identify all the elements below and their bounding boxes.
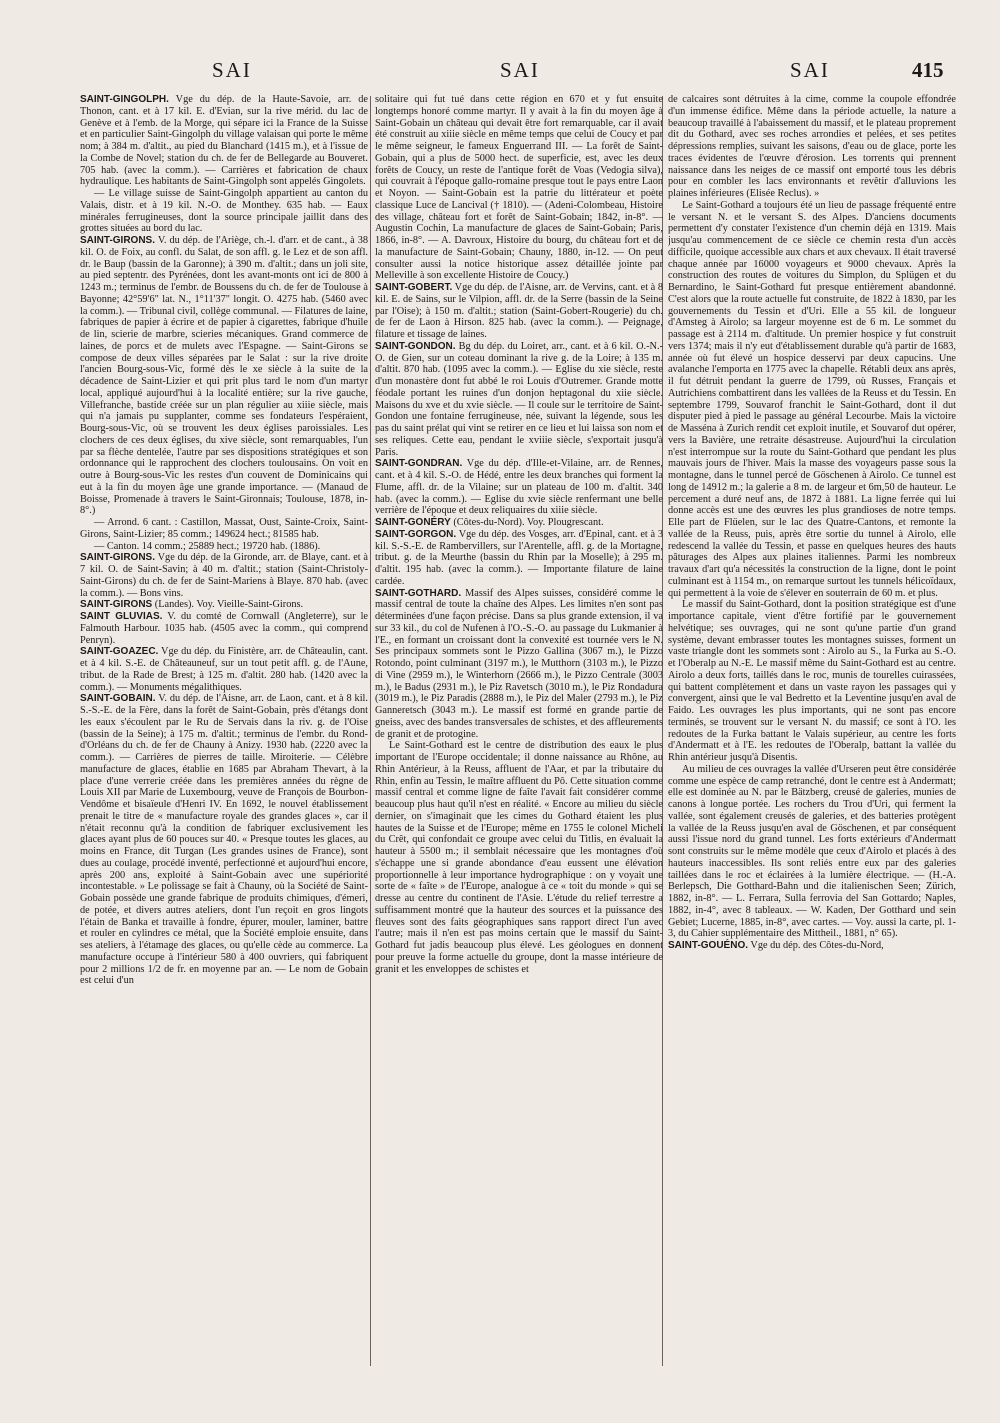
dictionary-entry <box>80 599 368 611</box>
entry-text: Vge du dép. des Côtes-du-Nord, <box>748 940 884 951</box>
entry-paragraph <box>668 599 956 764</box>
entry-headword: SAINT GLUVIAS. <box>80 611 163 622</box>
entry-text: Vge du dép. des Vosges, arr. d'Epinal, cant. et à 3 kil. S.-S.-E. de Rambervillers, sur l'Arentelle, affl. g. de la Mortagne, tribut. g. de la Meurthe (bassin du Rhin par la Moselle); à 295 m. d'altit. 195 hab. (avec la comm.). — Importante filature de laine cardée. <box>375 528 663 587</box>
entry-text: Vge du dép. du Finistère, arr. de Châteaulin, cant. et à 4 kil. S.-E. de Châteauneuf, sur un tout petit affl. g. de l'Aune, tribut. de la Rade de Brest; à 125 m. d'altit. 280 hab. (1420 avec la comm.). — Monuments mégalithiques. <box>80 646 368 693</box>
dictionary-entry <box>80 611 368 646</box>
dictionary-entry <box>668 940 956 952</box>
entry-text: Bg du dép. du Loiret, arr., cant. et à 6 kil. O.-N.-O. de Gien, sur un coteau dominant la rive g. de la Loire; à 135 m. d'altit. 870 hab. (1095 avec la comm.). — Eglise du xie siècle, reste d'un monastère dont fut abbé le roi Louis d'Outremer. Grande motte féodale portant les ruines d'un donjon heptagonal du xiie siècle. Maisons du xve et du xvie siècle. — Il coule sur le territoire de Saint-Gondon une fontaine ferrugineuse, née, suivant la légende, sous les pas du saint prélat qui vint se retirer en ce lieu et lui laissa son nom et ses reliques. Cette eau, pendant le xviiie siècle, s'exportait jusqu'à Paris. <box>375 340 663 458</box>
entry-text: Le massif du Saint-Gothard, dont la position stratégique est d'une importance capitale, vient d'être fortifié par le gouvernement helvétique; ses ouvrages, qui ne sont qu'une partie d'un grand système, devant embrasser toutes les montagnes suisses, forment un vaste triangle dont les sommets sont : Airolo au S., la Furka au S.-O. et l'Oberalp au N.-E. Le massif même du Saint-Gothard est au centre. Airolo a deux forts, taillés dans le roc, munis de tourelles cuirassées, qui battent complètement et dans un vaste rayon les passages qui y convergent, ainsi que le val Bedretto et la Leventine jusqu'en aval de Faido. Les ouvrages les plus importants, qui ne sont pas encore terminés, se trouvent sur le versant N. du massif; ce sont à l'O. les redoutes de la Furka battant le Valais supérieur, au centre les forts d'Andermatt et à l'E. les redoutes de l'Oberalp, battant la vallée du Rhin antérieur jusqu'à Disentis. <box>668 599 956 763</box>
entry-text: Le Saint-Gothard est le centre de distribution des eaux le plus important de l'Europe occidentale; il donne naissance au Rhône, au Rhin Antérieur, à la Reuss, affluent de l'Aar, et par la tributaire du Rhin, enfin au Tessin, le maître affluent du Pô. Cette situation comme massif central et comme ligne de faîte l'avait fait considérer comme beaucoup plus haut qu'il n'est en réalité. « Encore au milieu du siècle dernier, on s'imaginait que les cimes du Gothard étaient les plus hautes de la Suisse et de l'Europe; même en 1755 le colonel Micheli du Crêt, qui confondait ce groupe avec celui du Titlis, en évaluait la hauteur à 5500 m.; il semblait nécessaire que les montagnes d'où s'échappe une si grande abondance d'eau eussent une élévation proportionnelle à leur importance hydrographique : on y voyait une sorte de « faîte » de l'Europe, analogue à ce « toit du monde » qui se dresse au centre du continent de l'Asie. L'étude du relief terrestre a suffisamment montré que la hauteur des sources et la puissance des fleuves sont des faits géographiques sans rapport direct l'un avec l'autre; mais il n'en est pas moins certain que le massif du Saint-Gothard fut jadis beaucoup plus élevé. Les géologues en donnent pour preuve la forme actuelle du groupe, dont la masse intérieure de granit et les enveloppes de schistes et <box>375 740 663 975</box>
dictionary-entry <box>375 529 663 588</box>
entry-headword: SAINT-GOAZEC. <box>80 646 159 658</box>
entry-headword: SAINT-GIRONS. <box>80 552 156 564</box>
entry-headword: SAINT-GONDRAN. <box>375 458 463 470</box>
entry-text: (Côtes-du-Nord). Voy. Plougrescant. <box>450 517 604 528</box>
entry-text: solitaire qui fut tué dans cette région en 670 et y fut ensuite longtemps honoré comme martyr. Il y avait à la fin du moyen âge à Saint-Gobain un château qui devait être fort remarquable, car il avait été construit au xiiie siècle en même temps que celui de Coucy et par le même seigneur, le fameux Enguerrand III. — La forêt de Saint-Gobain, qui a plus de 5000 hect. de superficie, est, avec les deux forêts de Coucy, un reste de l'antique forêt de Voas (Vedogia silva), qui couvrait à l'époque gallo-romaine presque tout le pays entre Laon et Noyon. — Saint-Gobain est la patrie du littérateur et poète classique Luce de Lancival († 1810). — (Adeni-Colombeau, Histoire des village, château fort et forêt de Saint-Gobain; 1842, in-8°. — Augustin Cochin, La manufacture de glaces de Saint-Gobain; Paris, 1866, in-8°. — A. Davroux, Histoire du bourg, du château fort et de la manufacture de Saint-Gobain; Chauny, 1880, in-12. — On peut consulter aussi la notice historique assez détaillée jointe par Melleville à son excellente Histoire de Coucy.) <box>375 94 663 282</box>
entry-text: (Landes). Voy. Vieille-Saint-Girons. <box>152 599 304 611</box>
dictionary-entry <box>80 94 368 188</box>
entry-text: V. du dép. de l'Aisne, arr. de Laon, cant. et à 8 kil. S.-S.-E. de la Fère, dans la forêt de Saint-Gobain, près d'étangs dont les eaux s'écoulent par le Ru de Servais dans la riv. g. de l'Oise (bassin de la Seine); à 175 m. d'altit.; terminus de l'embr. du Rond-d'Orléans du ch. de fer de Chauny à Anizy. 1930 hab. (2220 avec la comm.). — Carrières de pierres de taille. Miroiterie. — Célèbre manufacture de glaces, établie en 1685 par Abraham Thevart, à la place d'une verrerie créée dans les premières années du règne de Louis XII par Marie de Luxembourg, veuve de François de Bourbon-Vendôme et bisaïeule d'Henri IV. En 1692, le nouvel établissement prenait le titre de « manufacture royale des grandes glaces », car il n'était reconnu qu'à la condition de fabriquer exclusivement les glaces ayant plus de 60 pouces sur 40. « Presque toutes les glaces, au moins en France, dit Turgan (Les grandes usines de France), sont dues au coulage, procédé inventé, perfectionné et aujourd'hui encore, après 200 ans, exploité à Saint-Gobain avec une supériorité incontestable. » Le polissage se fait à Chauny, où la Société de Saint-Gobain possède une grande fabrique de produits chimiques, d'émeri, de potée, et divers autres ateliers, dont l'un reçoit en gros lingots l'étain de Banka et travaille à fondre, épurer, mouler, laminer, battre et rouler en cylindres ce métal, que la Société emploie ensuite, dans ses ateliers, à l'étamage des glaces, ou qu'elle cède au commerce. La manufacture occupe à l'intérieur 580 à 400 ouvriers, qui fabriquent pour 2 millions 1/2 de fr. en moyenne par an. — Le nom de Gobain est celui d'un <box>80 693 368 987</box>
running-head-center: SAI <box>500 58 540 82</box>
entry-text: — Le village suisse de Saint-Gingolph appartient au canton du Valais, distr. et à 19 kil. N.-O. de Monthey. 635 hab. — Eaux minérales ferrugineuses, dont la source principale jaillit dans des grottes situées au bord du lac. <box>80 188 368 235</box>
entry-headword: SAINT-GOTHARD. <box>375 587 462 599</box>
page-number: 415 <box>912 58 944 82</box>
dictionary-entry <box>375 517 663 529</box>
dictionary-entry <box>80 552 368 599</box>
entry-paragraph <box>668 764 956 940</box>
entry-text: Vge du dép. de la Haute-Savoie, arr. de Thonon, cant. et à 17 kil. E. d'Evian, sur la rive mérid. du lac de Genève et à l'emb. de la Morge, qui sépare ici la France de la Suisse et en particulier Saint-Gingolph du village valaisan qui porte le même nom; à 384 m. d'altit., au pied du Blanchard (1415 m.), et à l'issue de la Combe de Novel; station du ch. de fer de Bellegarde au Bouveret. 705 hab. (avec la comm.). — Carrières et fabrication de chaux hydraulique. Les habitants de Saint-Gingolph sont appelés Gingolets. <box>80 94 368 188</box>
entry-text: de calcaires sont détruites à la cime, comme la coupole effondrée d'un immense édifice. Même dans la période actuelle, la nature a beaucoup travaillé à l'abaissement du massif, et le plateau proprement dit du Gothard, avec ses roches arrondies et pelées, et ses petites dépressions remplies, suivant les saisons, d'eau ou de glace, porte les traces évidentes de l'œuvre d'érosion. Les torrents qui prennent naissance dans les neiges de ce massif ont emporté tous les débris pour en combler les lacs environnants et revêtir d'alluvions les plaines inférieures (Elisée Reclus). » <box>668 94 956 199</box>
dictionary-entry <box>375 341 663 459</box>
entry-text: V. du dép. de l'Ariège, ch.-l. d'arr. et de cant., à 38 kil. O. de Foix, au confl. du Salat, de son affl. g. le Lez et de son affl. dr. le Baup (bassin de la Garonne); à 390 m. d'altit.; dans un joli site, au pied septentr. des Pyrénées, dont les avant-monts ont ici de 800 à 1243 m.; terminus de l'embr. de Boussens du ch. de fer de Toulouse à Bayonne; 42°59'6" lat. N., 1°11'37" longit. O. 4275 hab. (5460 avec la comm.). — Tribunal civil, collège communal. — Filatures de laine, fabriques de papier à écrire et de papier à cigarettes, fabrique d'huile de lin, scierie de marbre, scieries mécaniques. Grand commerce de laines, de porcs et de mulets avec l'Espagne. — Saint-Girons se compose de deux villes séparées par le Salat : sur la rive droite l'ancien Bourg-sous-Vic, formé dès le xe siècle à la suite de la décadence de Saint-Lizier et qui prit plus tard le nom d'un martyr local, appliqué aujourd'hui à la localité entière; sur la rive gauche, Villefranche, bastide créée sur un plan régulier au xiiie siècle, mais qui n'a jamais pu supplanter, comme ses fondateurs l'espéraient, Bourg-sous-Vic, où se trouvent les deux églises paroissiales. Les clochers de ces deux églises, du xive siècle, sont remarquables, l'un par sa flèche dentelée, l'autre par ses dispositions stratégiques et son ordonnance qui le rapprochent des clochers toulousains. On voit en outre à Bourg-sous-Vic les restes d'un couvent de Dominicains qui eut à la fin du moyen âge une grande importance. — (Manaud de Boisse, Promenade à travers le Saint-Gironnais; Toulouse, 1878, in-8°.) <box>80 235 368 517</box>
dictionary-entry <box>80 235 368 517</box>
dictionary-entry <box>375 282 663 341</box>
entry-text: — Canton. 14 comm.; 25889 hect.; 19720 hab. (1886). <box>94 540 321 552</box>
entry-text: V. du comté de Cornwall (Angleterre), sur le Falmouth Harbour. 1035 hab. (4505 avec la comm., qui comprend Penryn). <box>80 611 368 646</box>
entry-text: Vge du dép. d'Ille-et-Vilaine, arr. de Rennes, cant. et à 4 kil. S.-O. de Hédé, entre les deux branches qui forment la Flume, affl. dr. de la Vilaine; sur un plateau de 100 m. d'altit. 340 hab. (avec la comm.). — Eglise du xvie siècle renfermant une belle verrière de l'époque et deux reliquaires du xiiie siècle. <box>375 458 663 517</box>
dictionary-entry <box>80 693 368 987</box>
entry-headword: SAINT-GOBERT. <box>375 282 453 293</box>
page-header <box>0 58 1000 88</box>
entry-text: Massif des Alpes suisses, considéré comme le massif central de toute la chaîne des Alpes. Les limites n'en sont pas déterminées d'une façon précise. Dans sa plus grande extension, il va sur 33 kil., du col de Nufenen à l'O.-S.-O. au passage du Lukmanier à l'E., en formant un croissant dont la convexité est tournée vers le N. Ses principaux sommets sont le Pizzo Gallina (3067 m.), le Pizzo Rotondo, point culminant (3197 m.), le Mutthorn (3103 m.), le Pizzo di Vine (2959 m.), le Winterhorn (2666 m.), le Pizzo Centrale (3003 m.), le Badus (2931 m.), le Piz Ravetsch (3010 m.), le Piz Rondadura (3019 m.), le Piz Paradis (2888 m.), le Piz del Maler (2793 m.), le Piz Ganneretsch (3043 m.). Le massif est formé en grande partie de gneiss, avec des bandes transversales de schistes, et des affleurements de granit et de protogine. <box>375 587 663 740</box>
entry-text: Vge du dép. de l'Aisne, arr. de Vervins, cant. et à 8 kil. E. de Sains, sur le Vilpion, affl. dr. de la Serre (bassin de la Seine par l'Oise); à 150 m. d'altit.; station (Saint-Gobert-Rougerie) du ch. de fer de Laon à Hirson. 825 hab. (avec la comm.). — Peignage, filature et tissage de laines. <box>375 282 663 340</box>
text-column-left <box>80 94 368 1369</box>
entry-text: — Arrond. 6 cant. : Castillon, Massat, Oust, Sainte-Croix, Saint-Girons, Saint-Lizier; 85 comm.; 149624 hect.; 81585 hab. <box>80 517 368 540</box>
dictionary-entry <box>375 588 663 741</box>
text-column-right <box>668 94 956 1369</box>
entry-headword: SAINT-GIRONS <box>80 599 153 611</box>
column-divider <box>370 96 371 1366</box>
entry-paragraph <box>668 200 956 600</box>
entry-headword: SAINT-GONDON. <box>375 340 456 352</box>
entry-paragraph <box>375 740 663 975</box>
running-head-right: SAI <box>790 58 830 82</box>
entry-paragraph <box>668 94 956 200</box>
entry-text: Au milieu de ces ouvrages la vallée d'Urseren peut être considérée comme une espèce de camp retranché, dont le centre est à Andermatt; elle est dominée au N. par le Bätzberg, creusé de galeries, munies de canons à longue portée. Les rochers du Trou d'Uri, qui ferment la vallée, sont également creusés de galeries, et des batteries protègent la vallée de la Reuss jusqu'en aval de Göschenen, et par conséquent aussi l'issue nord du grand tunnel. Les forts extérieurs d'Andermatt sont construits sur le même modèle que ceux d'Airolo et placés à des hauteurs inaccessibles. Ils sont reliés entre eux par des galeries taillées dans le roc et éclairées à la lumière électrique. — (H.-A. Berlepsch, Die Gotthard-Bahn und die italienischen Seen; Zürich, 1882, in-8°. — L. Ferrara, Sulla ferrovia del San Gottardo; Naples, 1882, in-4°, avec 8 tableaux. — W. Kaden, Der Gotthard und sein Gebiet; Lucerne, 1885, in-8°, avec cartes. — Voy. aussi la carte, pl. 1-3, du Cahier supplémentaire des Mittheil., 1881, n° 65). <box>668 763 956 940</box>
entry-headword: SAINT-GINGOLPH. <box>80 94 169 105</box>
entry-text: Vge du dép. de la Gironde, arr. de Blaye, cant. et à 7 kil. O. de Saint-Savin; à 40 m. d'altit.; station (Saint-Christoly-Saint-Girons) du ch. de fer de Saint-Mariens à Blaye. 870 hab. (avec la comm.). — Bons vins. <box>80 552 368 599</box>
dictionary-entry <box>375 458 663 517</box>
entry-headword: SAINT-GORGON. <box>375 528 457 540</box>
entry-headword: SAINT-GIRONS. <box>80 235 156 246</box>
entry-paragraph <box>80 188 368 235</box>
entry-paragraph <box>375 94 663 282</box>
running-head-left: SAI <box>212 58 252 82</box>
entry-text: Le Saint-Gothard a toujours été un lieu de passage fréquenté entre le versant N. et le versant S. des Alpes. D'anciens documents permettent d'y constater l'existence d'un chemin déjà en 1319. Mais jusqu'au commencement de ce siècle ce chemin resta d'un accès difficile, quoique accessible aux chars et aux chevaux. Il était traversé chaque année par 16000 voyageurs et 9000 chevaux. Après la construction des routes de voitures du Simplon, du Splügen et du Bernardino, le Saint-Gothard fut presque entièrement abandonné. C'est alors que la route actuelle fut construite, de 1822 à 1830, par les gouvernements du Tessin et d'Uri. Elle a 55 kil. de longueur d'Amsteg à Airolo; sa largeur moyenne est de 6 m. Le sommet du passage est à 2114 m. d'altitude. Un premier hospice y fut construit vers 1374; mais il n'y eut d'établissement durable qu'à partir de 1683, année où fut élevé un hospice desservi par deux capucins. Une avalanche l'emporta en 1775 avec la chapelle. Rétabli deux ans après, il fut détruit pendant la guerre de 1799, où Russes, Français et Autrichiens combattirent dans les vallées de la Reuss et du Tessin. En septembre 1799, Souvarof franchit le Saint-Gothard, dont il dut disputer pied à pied le passage au général Lecourbe. Mais la victoire de Masséna à Zurich rendit cet exploit inutile, et Souvarof dut opérer, vers la Bavière, une retraite désastreuse. Aujourd'hui la circulation n'est interrompue sur la route du Saint-Gothard que pendant les plus mauvais jours de l'hiver. Mais la masse des voyageurs passe sous la montagne, dans le tunnel percé de Göschenen à Airolo. Ce tunnel est long de 14912 m.; la galerie a 8 m. de largeur et 6m,50 de hauteur. Le percement a duré neuf ans, de 1872 à 1881. La ligne ferrée qui lui donne accès est une des œuvres les plus grandioses de notre temps. Elle part de Flüelen, sur le lac des Quatre-Cantons, et remonte la vallée de la Reuss, puis, après être sortie du tunnel à Airolo, elle redescend la vallée du Tessin, et passe en quelques heures des hauts pâturages des Alpes aux plaines italiennes. Parmi les nombreux travaux d'art qu'a nécessités la construction de la ligne, dont le point culminant est à 1154 m., on remarque surtout les tunnels hélicoïdaux, qui permettent à la voie de s'élever en souterrain de 60 m. et plus. <box>668 199 956 599</box>
dictionary-entry <box>80 646 368 693</box>
entry-headword: SAINT-GOUÉNO. <box>668 940 749 951</box>
entry-paragraph <box>80 541 368 553</box>
entry-headword: SAINT-GONÉRY <box>375 517 451 528</box>
text-column-middle <box>375 94 663 1369</box>
entry-headword: SAINT-GOBAIN. <box>80 693 156 705</box>
entry-paragraph <box>80 517 368 541</box>
